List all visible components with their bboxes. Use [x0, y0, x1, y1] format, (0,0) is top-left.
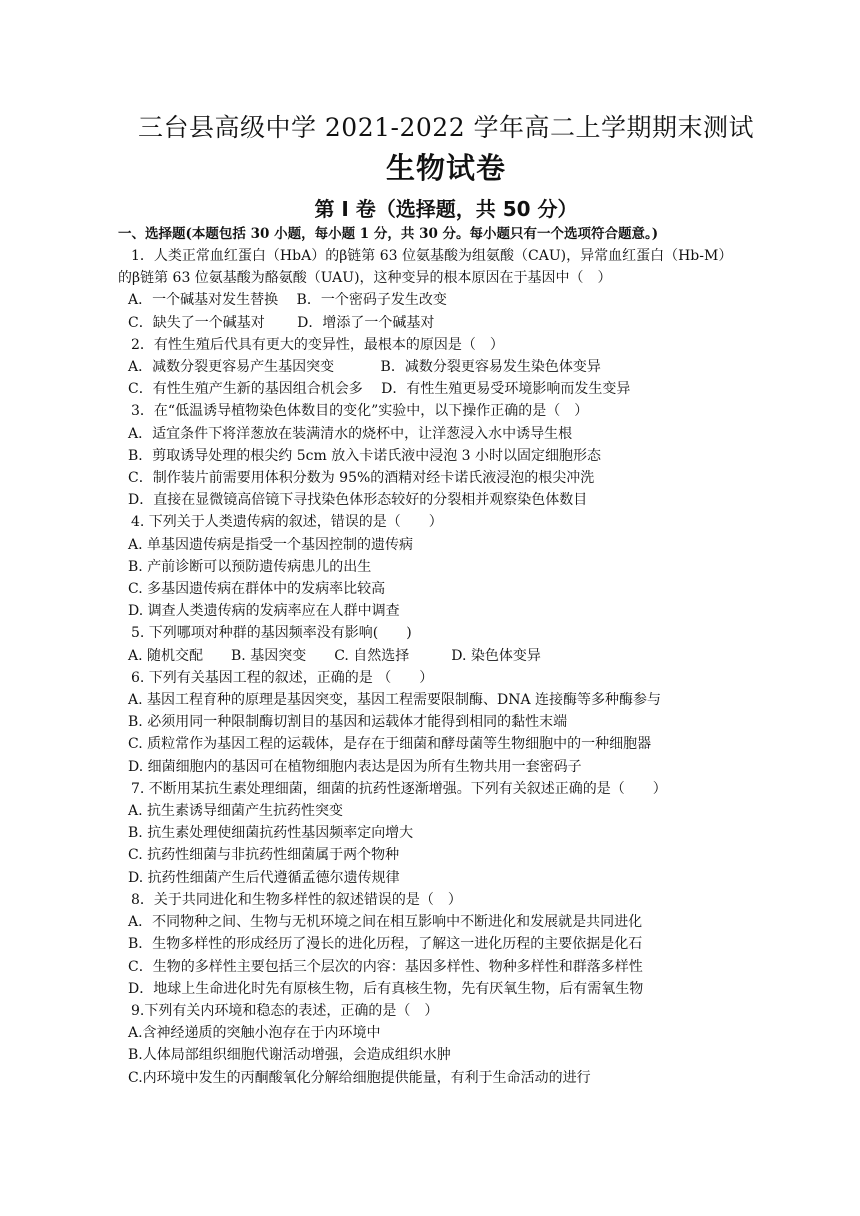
question-1 — [118, 245, 764, 334]
option-d: D．直接在显微镜高倍镜下寻找染色体形态较好的分裂相并观察染色体数目 — [128, 492, 588, 509]
question-stem: 2．有性生殖后代具有更大的变异性，最根本的原因是（ ） — [131, 336, 504, 353]
question-6 — [128, 667, 764, 778]
option-a: A．适宜条件下将洋葱放在装满清水的烧杯中，让洋葱浸入水中诱导生根 — [128, 425, 573, 442]
question-3 — [128, 400, 764, 511]
question-stem: 5. 下列哪项对种群的基因频率没有影响( ) — [131, 625, 412, 642]
question-2 — [128, 334, 764, 401]
exam-title-school: 三台县高级中学 2021-2022 学年高二上学期期末测试 — [137, 113, 755, 142]
options-row: A．减数分裂更容易产生基因突变 B．减数分裂更容易发生染色体变异 — [128, 359, 601, 376]
option-d: D. 调查人类遗传病的发病率应在人群中调查 — [128, 603, 400, 620]
option-a: A. 单基因遗传病是指受一个基因控制的遗传病 — [128, 536, 414, 553]
question-8 — [128, 889, 764, 1000]
option-c: C．制作装片前需要用体积分数为 95%的酒精对经卡诺氏液浸泡的根尖冲洗 — [128, 470, 595, 487]
option-d: D. 细菌细胞内的基因可在植物细胞内表达是因为所有生物共用一套密码子 — [128, 758, 582, 775]
options-row: A. 随机交配 B. 基因突变 C. 自然选择 D. 染色体变异 — [128, 647, 541, 664]
option-c: C．生物的多样性主要包括三个层次的内容：基因多样性、物种多样性和群落多样性 — [128, 958, 643, 975]
question-stem: 6. 下列有关基因工程的叙述，正确的是 （ ） — [131, 669, 434, 686]
option-c: C. 抗药性细菌与非抗药性细菌属于两个物种 — [128, 847, 400, 864]
option-b: B. 产前诊断可以预防遗传病患儿的出生 — [128, 558, 372, 575]
question-4 — [128, 511, 764, 622]
option-b: B.人体局部组织细胞代谢活动增强，会造成组织水肿 — [128, 1047, 451, 1064]
option-c: C. 质粒常作为基因工程的运载体，是存在于细菌和酵母菌等生物细胞中的一种细胞器 — [128, 736, 652, 753]
option-d: D．地球上生命进化时先有原核生物，后有真核生物，先有厌氧生物，后有需氧生物 — [128, 980, 644, 997]
option-c: C.内环境中发生的丙酮酸氧化分解给细胞提供能量，有利于生命活动的进行 — [128, 1069, 591, 1086]
question-stem: 1．人类正常血红蛋白（HbA）的β链第 63 位氨基酸为组氨酸（CAU)，异常血红蛋白（Hb-M） — [131, 248, 733, 264]
option-b: B．生物多样性的形成经历了漫长的进化历程，了解这一进化历程的主要依据是化石 — [128, 936, 643, 953]
question-7 — [128, 778, 764, 889]
question-stem: 8．关于共同进化和生物多样性的叙述错误的是（ ） — [131, 891, 462, 908]
option-a: A. 抗生素诱导细菌产生抗药性突变 — [128, 803, 344, 820]
exam-title-subject: 生物试卷 — [385, 151, 506, 185]
exam-part-title: 第 I 卷（选择题，共 50 分） — [314, 197, 578, 221]
options-row: C．缺失了一个碱基对 D．增添了一个碱基对 — [128, 314, 435, 331]
option-a: A.含神经递质的突触小泡存在于内环境中 — [128, 1025, 381, 1042]
option-d: D. 抗药性细菌产生后代遵循孟德尔遗传规律 — [128, 869, 400, 886]
question-5 — [128, 622, 764, 666]
option-c: C. 多基因遗传病在群体中的发病率比较高 — [128, 581, 386, 598]
option-b: B．剪取诱导处理的根尖约 5cm 放入卡诺氏液中浸泡 3 小时以固定细胞形态 — [128, 447, 602, 464]
question-stem: 7. 不断用某抗生素处理细菌，细菌的抗药性逐渐增强。下列有关叙述正确的是（ ） — [131, 780, 667, 797]
question-stem-continued: 的β链第 63 位氨基酸为酪氨酸（UAU)，这种变异的根本原因在于基因中（ ） — [118, 270, 612, 287]
question-stem: 3．在“低温诱导植物染色体数目的变化”实验中，以下操作正确的是（ ） — [131, 403, 589, 420]
question-stem: 4. 下列关于人类遗传病的叙述，错误的是（ ） — [131, 514, 443, 531]
question-9 — [128, 1000, 764, 1089]
option-a: A．不同物种之间、生物与无机环境之间在相互影响中不断进化和发展就是共同进化 — [128, 914, 643, 931]
section-heading: 一、选择题(本题包括 30 小题，每小题 1 分，共 30 分。每小题只有一个选项符合题意。) — [118, 226, 659, 242]
option-a: A. 基因工程育种的原理是基因突变，基因工程需要限制酶、DNA 连接酶等多种酶参与 — [128, 692, 662, 709]
option-b: B. 抗生素处理使细菌抗药性基因频率定向增大 — [128, 825, 414, 842]
question-stem: 9.下列有关内环境和稳态的表述，正确的是（ ） — [131, 1002, 439, 1019]
options-row: A．一个碱基对发生替换 B．一个密码子发生改变 — [128, 292, 447, 309]
option-b: B. 必须用同一种限制酶切割目的基因和运载体才能得到相同的黏性末端 — [128, 714, 568, 731]
options-row: C．有性生殖产生新的基因组合机会多 D．有性生殖更易受环境影响而发生变异 — [128, 381, 631, 398]
